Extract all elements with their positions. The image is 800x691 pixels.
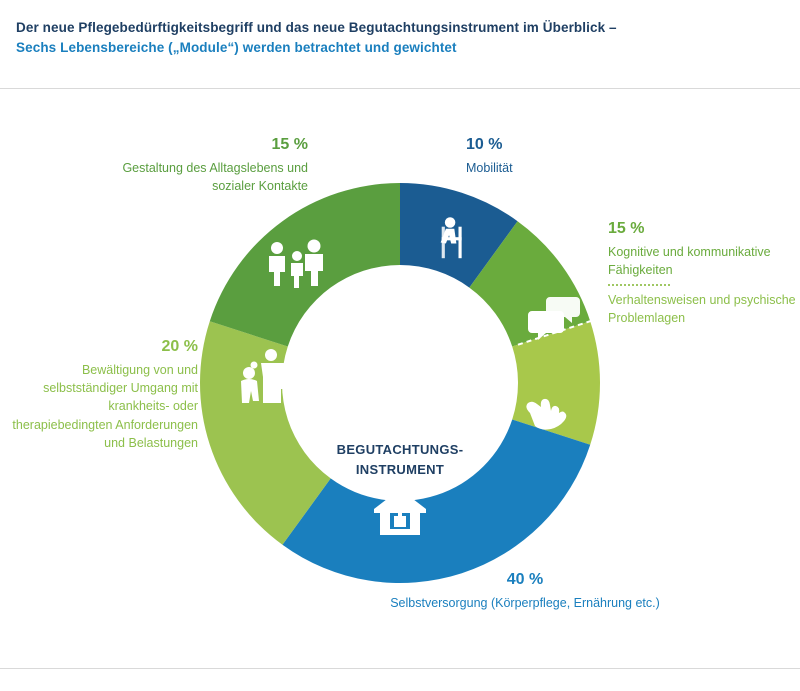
slice-gestaltung[interactable] xyxy=(210,183,400,347)
center-label-line-1: BEGUTACHTUNGS- xyxy=(336,442,464,457)
label-gestaltung-text: Gestaltung des Alltagslebens und sozialer Kontakte xyxy=(122,161,308,194)
label-selbstversorgung-pct: 40 % xyxy=(506,571,544,588)
label-kognitive xyxy=(608,217,798,279)
label-selbstversorgung xyxy=(360,568,690,612)
donut-svg xyxy=(192,175,608,591)
house-icon xyxy=(374,489,426,535)
page-title xyxy=(16,18,784,59)
label-gestaltung-pct: 15 % xyxy=(271,136,308,153)
label-verhaltensweisen xyxy=(608,291,798,327)
label-kognitive-pct: 15 % xyxy=(608,220,645,237)
label-gestaltung xyxy=(78,133,308,195)
header-divider xyxy=(0,88,800,89)
center-label xyxy=(315,440,485,479)
center-label-line-2: INSTRUMENT xyxy=(355,461,445,477)
label-bewaeltigung-text: Bewältigung von und selbstständiger Umgang mit krankheits- oder therapiebedingten Anforderungen und Belastungen xyxy=(12,363,198,450)
label-selbstversorgung-text: Selbstversorgung (Körperpflege, Ernährung etc.) xyxy=(390,596,660,611)
label-bewaeltigung xyxy=(8,335,198,452)
title-line-1: Der neue Pflegebedürftigkeitsbegriff und das neue Begutachtungsinstrument im Überblick – xyxy=(16,20,617,35)
donut-chart xyxy=(0,95,800,665)
label-bewaeltigung-pct: 20 % xyxy=(161,338,198,355)
label-mobilitaet xyxy=(466,133,646,177)
label-divider-dashed xyxy=(608,284,670,286)
label-kognitive-text: Kognitive und kommunikative Fähigkeiten xyxy=(608,245,771,278)
title-line-2: Sechs Lebensbereiche („Module“) werden betrachtet und gewichtet xyxy=(16,40,457,56)
label-mobilitaet-pct: 10 % xyxy=(466,136,503,153)
label-verhaltensweisen-text: Verhaltensweisen und psychische Problemlagen xyxy=(608,293,796,326)
footer-divider xyxy=(0,668,800,669)
label-mobilitaet-text: Mobilität xyxy=(466,161,513,176)
